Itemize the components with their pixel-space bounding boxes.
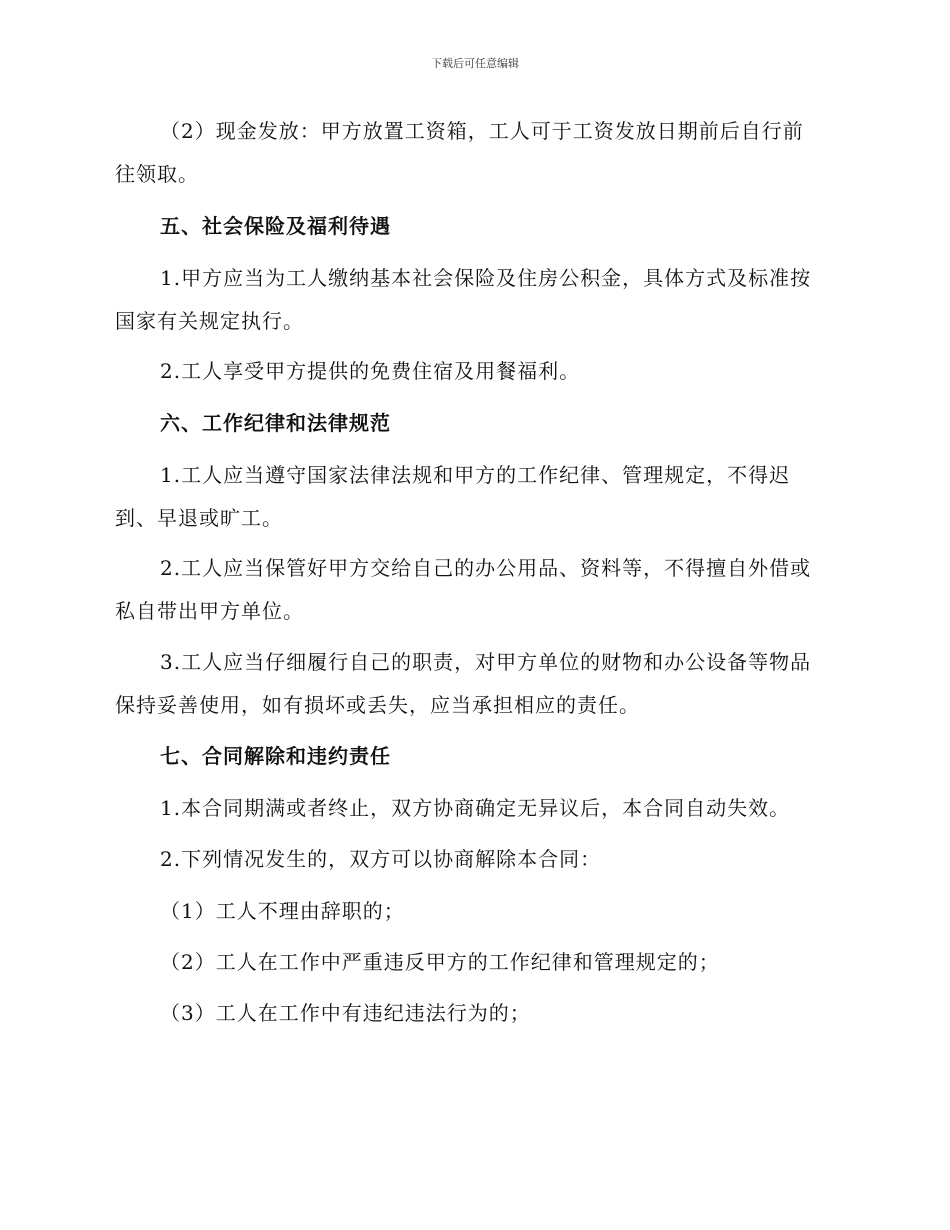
paragraph-line: 到、早退或旷工。 (115, 506, 283, 530)
paragraph-line: 私自带出甲方单位。 (115, 599, 304, 623)
paragraph-line: 1.本合同期满或者终止，双方协商确定无异议后，本合同自动失效。 (160, 796, 791, 820)
paragraph-line: 2.工人享受甲方提供的免费住宿及用餐福利。 (160, 359, 581, 383)
paragraph-line: 2.工人应当保管好甲方交给自己的办公用品、资料等，不得擅自外借或 (160, 556, 812, 580)
paragraph-line: 3.工人应当仔细履行自己的职责，对甲方单位的财物和办公设备等物品 (160, 650, 812, 674)
section-heading: 六、工作纪律和法律规范 (160, 411, 391, 435)
paragraph-line: 往领取。 (115, 162, 199, 186)
header-note: 下载后可任意编辑 (431, 57, 519, 70)
paragraph-line: 1.甲方应当为工人缴纳基本社会保险及住房公积金，具体方式及标准按 (160, 266, 812, 290)
section-heading: 七、合同解除和违约责任 (160, 744, 391, 768)
list-item: （3）工人在工作中有违纪违法行为的； (160, 1001, 531, 1025)
list-item: （2）工人在工作中严重违反甲方的工作纪律和管理规定的； (160, 950, 720, 974)
paragraph-line: 保持妥善使用，如有损坏或丢失，应当承担相应的责任。 (115, 693, 640, 717)
section-heading: 五、社会保险及福利待遇 (160, 214, 391, 238)
list-item: （1）工人不理由辞职的； (160, 899, 405, 923)
paragraph-line: 1.工人应当遵守国家法律法规和甲方的工作纪律、管理规定，不得迟 (160, 463, 791, 487)
paragraph-line: 国家有关规定执行。 (115, 309, 304, 333)
paragraph-line: （2）现金发放：甲方放置工资箱，工人可于工资发放日期前后自行前 (160, 119, 804, 143)
paragraph-line: 2.下列情况发生的，双方可以协商解除本合同： (160, 847, 602, 871)
